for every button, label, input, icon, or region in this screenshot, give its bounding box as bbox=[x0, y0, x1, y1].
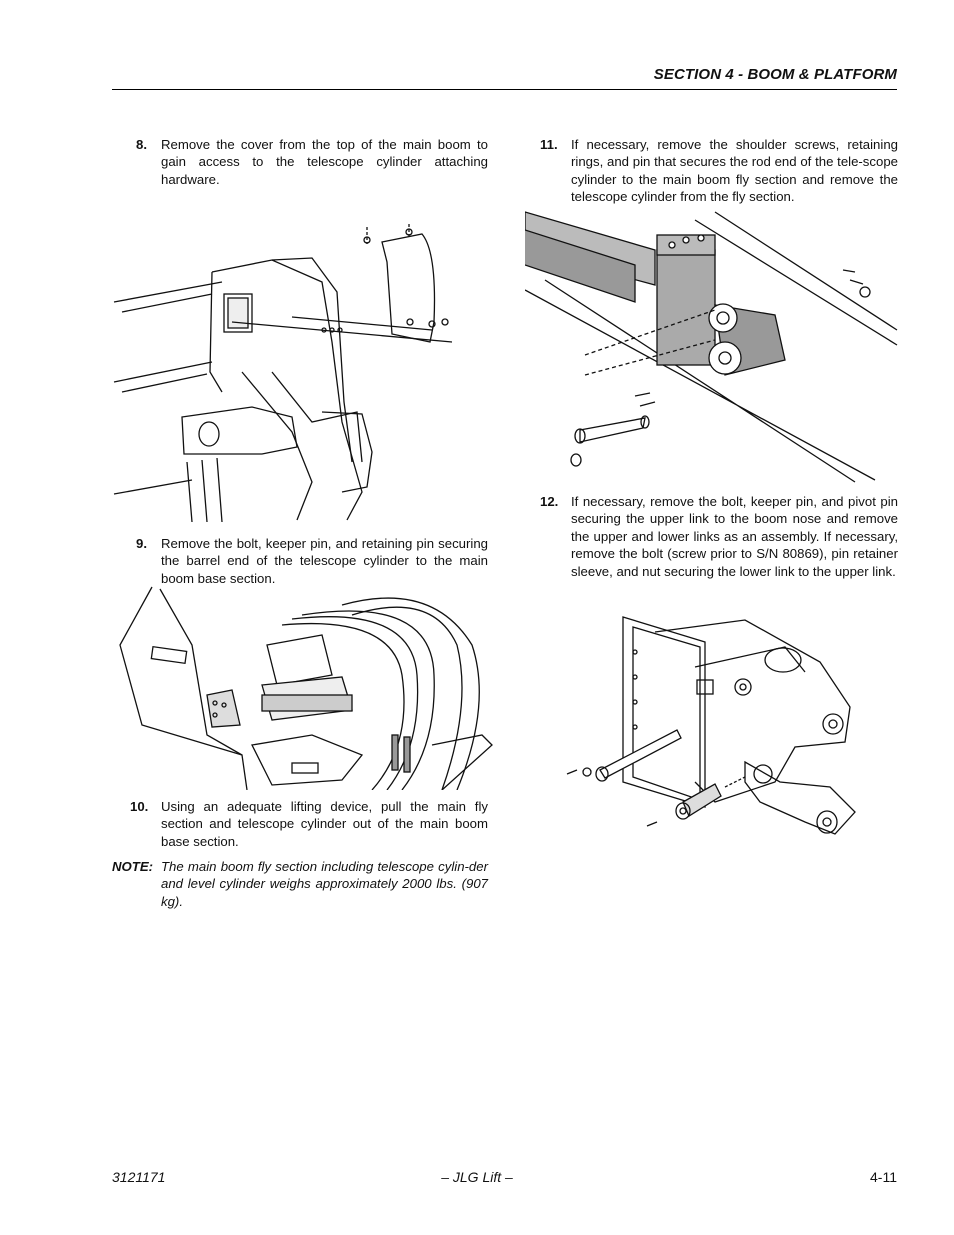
step-text: If necessary, remove the shoulder screws, retaining rings, and pin that secures the rod end of the tele-scope cylinder to the main boom fly section and remove the telescope cylinder from the fly section. bbox=[571, 137, 898, 205]
step-10 bbox=[130, 798, 488, 852]
step-11 bbox=[540, 136, 898, 208]
boom-cover-illustration bbox=[112, 222, 492, 522]
note-label: NOTE: bbox=[112, 859, 154, 874]
step-12 bbox=[540, 493, 898, 599]
upper-lower-links-illustration bbox=[565, 612, 865, 842]
step-text: Using an adequate lifting device, pull the main fly section and telescope cylinder out of the main boom base section. bbox=[161, 799, 488, 849]
section-title: SECTION 4 - BOOM & PLATFORM bbox=[653, 66, 897, 83]
step-number: 9. bbox=[136, 536, 147, 551]
step-number: 12. bbox=[540, 494, 559, 509]
footer-center: – JLG Lift – bbox=[441, 1169, 513, 1185]
step-number: 10. bbox=[130, 799, 149, 814]
page-number: 4-11 bbox=[870, 1169, 897, 1185]
step-number: 11. bbox=[540, 137, 558, 152]
step-text: Remove the bolt, keeper pin, and retaining pin securing the barrel end of the telescope cylinder to the main boom base section. bbox=[161, 536, 488, 586]
step-text: Remove the cover from the top of the main boom to gain access to the telescope cylinder attaching hardware. bbox=[161, 137, 488, 187]
cylinder-rod-end-illustration bbox=[525, 210, 900, 485]
doc-number: 3121171 bbox=[112, 1169, 166, 1185]
header-rule bbox=[112, 89, 897, 90]
step-text: If necessary, remove the bolt, keeper pin, and pivot pin securing the upper link to the boom nose and remove the upper and lower links as an assembly. If necessary, remove the bolt (screw prior to S/N 80869), pin retainer sleeve, and nut securing the lower link to the upper link. bbox=[571, 494, 898, 579]
telescope-cylinder-barrel-illustration bbox=[112, 585, 497, 790]
note bbox=[112, 858, 488, 912]
note-text: The main boom fly section including telescope cylin-der and level cylinder weighs approximately 2000 lbs. (907 kg). bbox=[161, 859, 488, 909]
step-8 bbox=[136, 136, 488, 190]
step-number: 8. bbox=[136, 137, 147, 152]
step-9 bbox=[136, 535, 488, 589]
